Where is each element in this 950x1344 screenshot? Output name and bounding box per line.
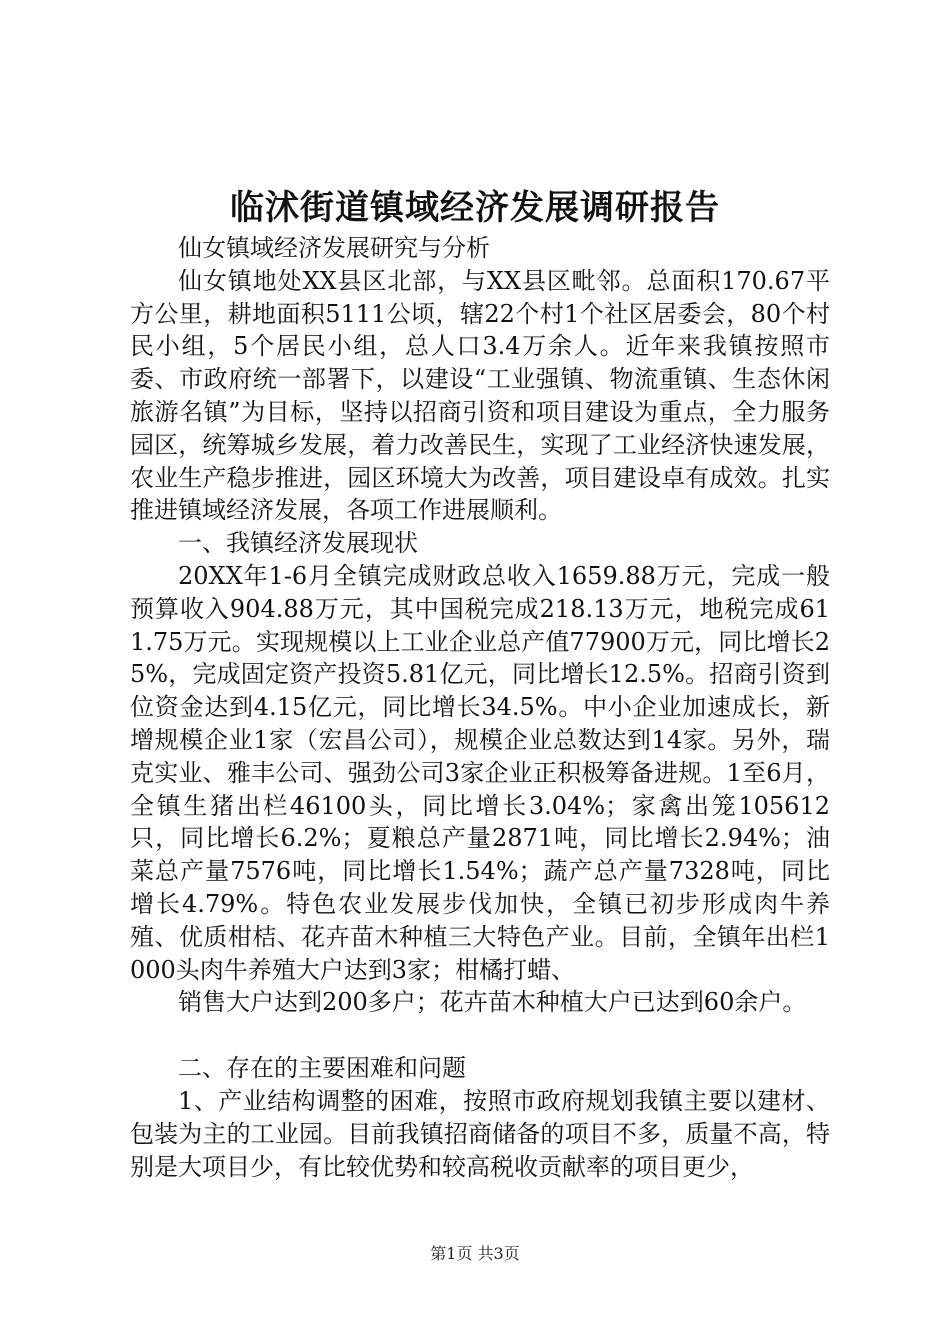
document-title: 临沭街道镇域经济发展调研报告	[230, 188, 720, 228]
section-2-paragraph: 1、产业结构调整的困难，按照市政府规划我镇主要以建材、包装为主的工业园。目前我镇招商储备的项目不多，质量不高，特别是大项目少，有比较优势和较高税收贡献率的项目更少，	[130, 1086, 830, 1181]
intro-paragraph: 仙女镇地处XX县区北部，与XX县区毗邻。总面积170.67平方公里，耕地面积5111公顷，辖22个村1个社区居委会，80个村民小组，5个居民小组，总人口3.4万余人。近年来我镇按照市委、市政府统一部署下，以建设“工业强镇、物流重镇、生态休闲旅游名镇”为目标，坚持以招商引资和项目建设为重点，全力服务园区，统筹城乡发展，着力改善民生，实现了工业经济快速发展，农业生产稳步推进，园区环境大为改善，项目建设卓有成效。扎实推进镇域经济发展，各项工作进展顺利。	[130, 266, 830, 525]
paragraph-spacer	[130, 1019, 830, 1052]
page-footer: 第1页 共3页	[430, 1244, 520, 1263]
section-1-paragraph: 20XX年1-6月全镇完成财政总收入1659.88万元，完成一般预算收入904.88万元，其中国税完成218.13万元，地税完成611.75万元。实现规模以上工业企业总产值77900万元，同比增长25%，完成固定资产投资5.81亿元，同比增长12.5%。招商引资到位资金达到4.15亿元，同比增长34.5%。中小企业加速成长，新增规模企业1家（宏昌公司），规模企业总数达到14家。另外，瑞克实业、雅丰公司、强劲公司3家企业正积极筹备进规。1至6月，全镇生猪出栏46100头，同比增长3.04%；家禽出笼105612只，同比增长6.2%；夏粮总产量2871吨，同比增长2.94%；油菜总产量7576吨，同比增长1.54%；蔬产总产量7328吨，同比增长4.79%。特色农业发展步伐加快，全镇已初步形成肉牛养殖、优质柑桔、花卉苗木种植三大特色产业。目前，全镇年出栏1000头肉牛养殖大户达到3家；柑橘打蜡、	[130, 561, 830, 984]
section-2-heading: 二、存在的主要困难和问题	[178, 1054, 466, 1083]
document-subtitle: 仙女镇域经济发展研究与分析	[178, 234, 490, 262]
section-1-continued: 销售大户达到200多户；花卉苗木种植大户已达到60余户。	[178, 988, 807, 1017]
section-1-heading: 一、我镇经济发展现状	[178, 529, 418, 558]
document-body	[130, 232, 830, 1183]
